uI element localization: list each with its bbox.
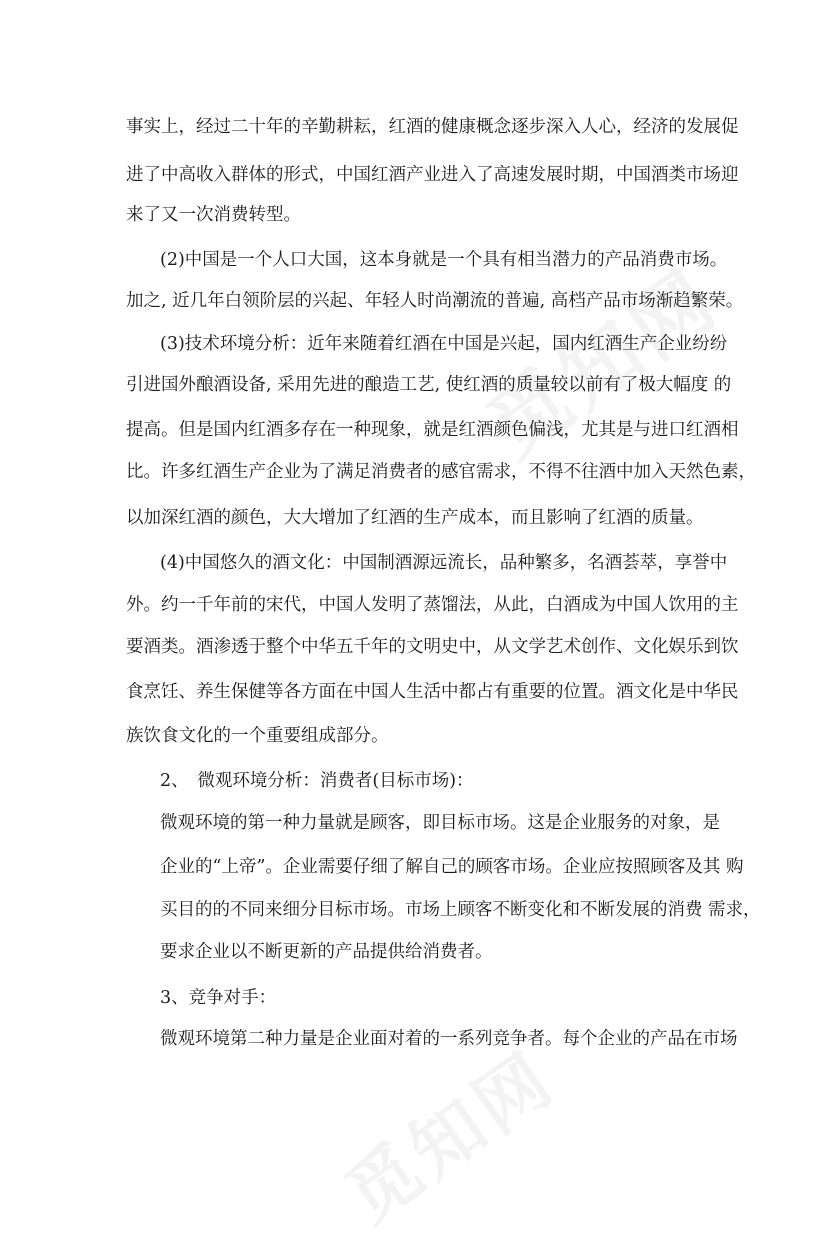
text-line: 买目的的不同来细分目标市场。市场上顾客不断变化和不断发展的消费 需求，: [160, 900, 761, 920]
watermark-logo: [460, 236, 737, 478]
watermark-logo: [321, 1022, 572, 1241]
text-line: 来了又一次消费转型。: [126, 205, 301, 225]
text-line: 外。约一千年前的宋代，中国人发明了蒸馏法，从此，白酒成为中国人饮用的主: [126, 595, 739, 615]
text-line: 2、 微观环境分析：消费者(目标市场)：: [160, 771, 474, 791]
text-line: 食烹饪、养生保健等各方面在中国人生活中都占有重要的位置。酒文化是中华民: [126, 682, 739, 702]
text-line: 进了中高收入群体的形式，中国红酒产业进入了高速发展时期，中国酒类市场迎: [126, 165, 739, 185]
text-line: (4)中国悠久的酒文化：中国制酒源远流长，品种繁多，名酒荟萃，享誉中: [160, 553, 728, 573]
text-line: 族饮食文化的一个重要组成部分。: [126, 726, 389, 746]
text-line: 比。许多红酒生产企业为了满足消费者的感官需求，不得不往酒中加入天然色素，: [126, 462, 756, 482]
text-line: 企业的“上帝”。企业需要仔细了解自己的顾客市场。企业应按照顾客及其 购: [160, 857, 744, 877]
text-line: 加之, 近几年白领阶层的兴起、年轻人时尚潮流的普遍, 高档产品市场渐趋繁荣。: [126, 291, 744, 311]
text-line: 3、竞争对手：: [160, 988, 277, 1008]
text-line: 以加深红酒的颜色，大大增加了红酒的生产成本，而且影响了红酒的质量。: [126, 508, 704, 528]
text-line: 微观环境第二种力量是企业面对着的一系列竞争者。每个企业的产品在市场: [160, 1029, 738, 1049]
text-line: (2)中国是一个人口大国，这本身就是一个具有相当潜力的产品消费市场。: [160, 250, 728, 270]
text-line: 引进国外酿酒设备, 采用先进的酿造工艺, 使红酒的质量较以前有了极大幅度 的: [126, 375, 732, 395]
text-line: (3)技术环境分析：近年来随着红酒在中国是兴起，国内红酒生产企业纷纷: [160, 334, 728, 354]
text-line: 要酒类。酒渗透于整个中华五千年的文明史中，从文学艺术创作、文化娱乐到饮: [126, 637, 739, 657]
text-line: 事实上，经过二十年的辛勤耕耘，红酒的健康概念逐步深入人心，经济的发展促: [126, 117, 739, 137]
text-line: 提高。但是国内红酒多存在一种现象，就是红酒颜色偏浅，尤其是与进口红酒相: [126, 420, 739, 440]
text-line: 要求企业以不断更新的产品提供给消费者。: [160, 942, 493, 962]
text-line: 微观环境的第一种力量就是顾客，即目标市场。这是企业服务的对象，是: [160, 813, 720, 833]
